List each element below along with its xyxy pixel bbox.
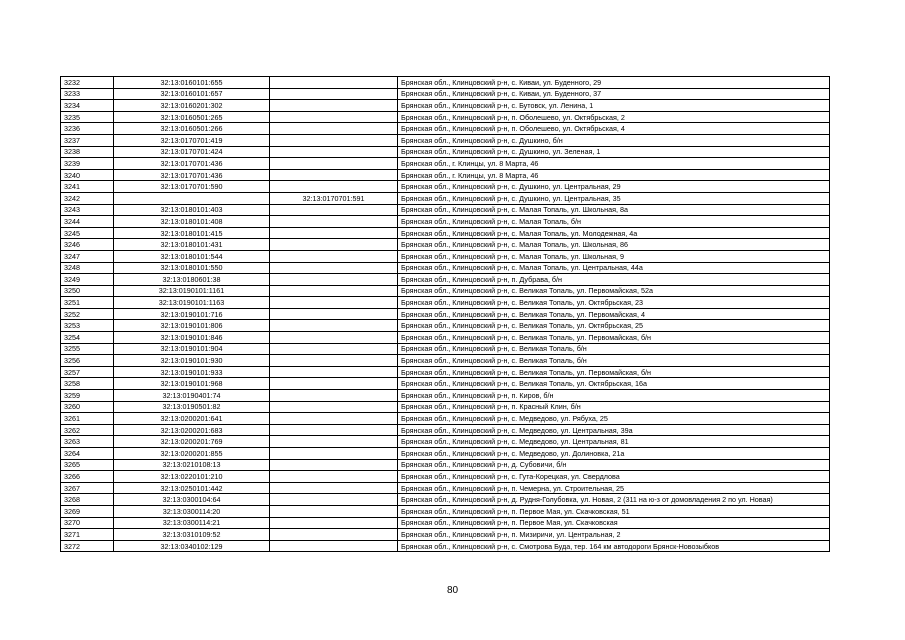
table-row xyxy=(61,390,830,402)
table-row xyxy=(61,250,830,262)
secondary-cadastral-cell xyxy=(270,146,398,158)
address-cell: Брянская обл., Клинцовский р-н, с. Великая Топаль, ул. Первомайская, 4 xyxy=(398,308,830,320)
address-cell: Брянская обл., Клинцовский р-н, с. Медведово, ул. Рябуха, 25 xyxy=(398,413,830,425)
secondary-cadastral-cell xyxy=(270,285,398,297)
cadastral-number-cell: 32:13:0190101:1163 xyxy=(114,297,270,309)
secondary-cadastral-cell xyxy=(270,390,398,402)
address-cell: Брянская обл., Клинцовский р-н, с. Медведово, ул. Центральная, 81 xyxy=(398,436,830,448)
table-row xyxy=(61,494,830,506)
table-row xyxy=(61,308,830,320)
cadastral-number-cell: 32:13:0190101:933 xyxy=(114,366,270,378)
secondary-cadastral-cell xyxy=(270,529,398,541)
cadastral-number-cell: 32:13:0180101:403 xyxy=(114,204,270,216)
row-number-cell: 3246 xyxy=(61,239,114,251)
address-cell: Брянская обл., Клинцовский р-н, с. Киваи, ул. Буденного, 29 xyxy=(398,77,830,89)
cadastral-number-cell: 32:13:0160501:265 xyxy=(114,111,270,123)
cadastral-number-cell: 32:13:0210108:13 xyxy=(114,459,270,471)
cadastral-number-cell: 32:13:0170701:436 xyxy=(114,169,270,181)
secondary-cadastral-cell xyxy=(270,77,398,89)
row-number-cell: 3261 xyxy=(61,413,114,425)
cadastral-number-cell: 32:13:0310109:52 xyxy=(114,529,270,541)
secondary-cadastral-cell xyxy=(270,355,398,367)
table-row xyxy=(61,77,830,89)
row-number-cell: 3237 xyxy=(61,134,114,146)
table-row xyxy=(61,366,830,378)
cadastral-number-cell: 32:13:0180101:550 xyxy=(114,262,270,274)
secondary-cadastral-cell xyxy=(270,262,398,274)
cadastral-number-cell: 32:13:0170701:419 xyxy=(114,134,270,146)
cadastral-number-cell: 32:13:0170701:590 xyxy=(114,181,270,193)
address-cell: Брянская обл., Клинцовский р-н, с. Великая Топаль, ул. Первомайская, б/н xyxy=(398,366,830,378)
secondary-cadastral-cell xyxy=(270,297,398,309)
address-cell: Брянская обл., Клинцовский р-н, с. Медведово, ул. Центральная, 39а xyxy=(398,424,830,436)
row-number-cell: 3242 xyxy=(61,192,114,204)
cadastral-number-cell: 32:13:0190101:716 xyxy=(114,308,270,320)
secondary-cadastral-cell xyxy=(270,401,398,413)
secondary-cadastral-cell xyxy=(270,332,398,344)
address-cell: Брянская обл., Клинцовский р-н, п. Мизиричи, ул. Центральная, 2 xyxy=(398,529,830,541)
table-row xyxy=(61,134,830,146)
address-cell: Брянская обл., Клинцовский р-н, с. Гута-Корецкая, ул. Свердлова xyxy=(398,471,830,483)
address-cell: Брянская обл., Клинцовский р-н, с. Великая Топаль, ул. Октябрьская, 16а xyxy=(398,378,830,390)
secondary-cadastral-cell xyxy=(270,505,398,517)
row-number-cell: 3243 xyxy=(61,204,114,216)
row-number-cell: 3269 xyxy=(61,505,114,517)
secondary-cadastral-cell xyxy=(270,274,398,286)
address-cell: Брянская обл., Клинцовский р-н, с. Великая Топаль, б/н xyxy=(398,343,830,355)
secondary-cadastral-cell xyxy=(270,204,398,216)
cadastral-number-cell: 32:13:0190101:846 xyxy=(114,332,270,344)
row-number-cell: 3235 xyxy=(61,111,114,123)
secondary-cadastral-cell xyxy=(270,366,398,378)
secondary-cadastral-cell xyxy=(270,111,398,123)
cadastral-number-cell: 32:13:0200201:641 xyxy=(114,413,270,425)
cadastral-number-cell: 32:13:0170701:436 xyxy=(114,158,270,170)
row-number-cell: 3256 xyxy=(61,355,114,367)
secondary-cadastral-cell xyxy=(270,471,398,483)
address-cell: Брянская обл., г. Клинцы, ул. 8 Марта, 46 xyxy=(398,169,830,181)
row-number-cell: 3259 xyxy=(61,390,114,402)
table-row xyxy=(61,111,830,123)
secondary-cadastral-cell xyxy=(270,482,398,494)
address-cell: Брянская обл., Клинцовский р-н, с. Малая Топаль, б/н xyxy=(398,216,830,228)
row-number-cell: 3239 xyxy=(61,158,114,170)
address-cell: Брянская обл., Клинцовский р-н, с. Бутовск, ул. Ленина, 1 xyxy=(398,100,830,112)
secondary-cadastral-cell xyxy=(270,308,398,320)
table-row xyxy=(61,88,830,100)
secondary-cadastral-cell xyxy=(270,100,398,112)
row-number-cell: 3254 xyxy=(61,332,114,344)
secondary-cadastral-cell xyxy=(270,413,398,425)
cadastral-number-cell: 32:13:0300104:64 xyxy=(114,494,270,506)
cadastral-number-cell: 32:13:0220101:210 xyxy=(114,471,270,483)
table-row xyxy=(61,216,830,228)
table-row xyxy=(61,146,830,158)
address-cell: Брянская обл., Клинцовский р-н, с. Киваи, ул. Буденного, 37 xyxy=(398,88,830,100)
secondary-cadastral-cell xyxy=(270,134,398,146)
address-cell: Брянская обл., Клинцовский р-н, с. Душкино, ул. Центральная, 29 xyxy=(398,181,830,193)
secondary-cadastral-cell xyxy=(270,424,398,436)
row-number-cell: 3244 xyxy=(61,216,114,228)
address-cell: Брянская обл., г. Клинцы, ул. 8 Марта, 46 xyxy=(398,158,830,170)
row-number-cell: 3234 xyxy=(61,100,114,112)
row-number-cell: 3250 xyxy=(61,285,114,297)
row-number-cell: 3258 xyxy=(61,378,114,390)
address-cell: Брянская обл., Клинцовский р-н, д. Рудня-Голубовка, ул. Новая, 2 (311 на ю-з от домовладения 2 по ул. Новая) xyxy=(398,494,830,506)
address-cell: Брянская обл., Клинцовский р-н, с. Душкино, ул. Зеленая, 1 xyxy=(398,146,830,158)
table-row xyxy=(61,505,830,517)
secondary-cadastral-cell xyxy=(270,459,398,471)
secondary-cadastral-cell xyxy=(270,448,398,460)
address-cell: Брянская обл., Клинцовский р-н, с. Великая Топаль, ул. Октябрьская, 25 xyxy=(398,320,830,332)
cadastral-number-cell: 32:13:0190101:968 xyxy=(114,378,270,390)
cadastral-number-cell: 32:13:0190101:806 xyxy=(114,320,270,332)
cadastral-number-cell: 32:13:0190401:74 xyxy=(114,390,270,402)
secondary-cadastral-cell xyxy=(270,123,398,135)
row-number-cell: 3272 xyxy=(61,540,114,552)
address-cell: Брянская обл., Клинцовский р-н, п. Дубрава, б/н xyxy=(398,274,830,286)
secondary-cadastral-cell xyxy=(270,216,398,228)
table-row xyxy=(61,320,830,332)
cadastral-number-cell: 32:13:0160101:657 xyxy=(114,88,270,100)
row-number-cell: 3232 xyxy=(61,77,114,89)
secondary-cadastral-cell xyxy=(270,239,398,251)
address-cell: Брянская обл., Клинцовский р-н, п. Красный Клин, б/н xyxy=(398,401,830,413)
row-number-cell: 3271 xyxy=(61,529,114,541)
page-number: 80 xyxy=(446,585,459,596)
secondary-cadastral-cell xyxy=(270,320,398,332)
address-cell: Брянская обл., Клинцовский р-н, с. Малая Топаль, ул. Центральная, 44а xyxy=(398,262,830,274)
row-number-cell: 3247 xyxy=(61,250,114,262)
property-table xyxy=(60,76,830,552)
secondary-cadastral-cell xyxy=(270,494,398,506)
cadastral-number-cell: 32:13:0190501:82 xyxy=(114,401,270,413)
address-cell: Брянская обл., Клинцовский р-н, с. Великая Топаль, ул. Первомайская, б/н xyxy=(398,332,830,344)
address-cell: Брянская обл., Клинцовский р-н, с. Душкино, ул. Центральная, 35 xyxy=(398,192,830,204)
secondary-cadastral-cell xyxy=(270,343,398,355)
secondary-cadastral-cell xyxy=(270,378,398,390)
row-number-cell: 3270 xyxy=(61,517,114,529)
table-row xyxy=(61,355,830,367)
row-number-cell: 3264 xyxy=(61,448,114,460)
table-row xyxy=(61,274,830,286)
row-number-cell: 3266 xyxy=(61,471,114,483)
row-number-cell: 3257 xyxy=(61,366,114,378)
cadastral-number-cell xyxy=(114,192,270,204)
address-cell: Брянская обл., Клинцовский р-н, п. Чемерна, ул. Строительная, 25 xyxy=(398,482,830,494)
address-cell: Брянская обл., Клинцовский р-н, с. Душкино, б/н xyxy=(398,134,830,146)
address-cell: Брянская обл., Клинцовский р-н, с. Смотрова Буда, тер. 164 км автодороги Брянск-Новозыбков xyxy=(398,540,830,552)
row-number-cell: 3236 xyxy=(61,123,114,135)
table-row xyxy=(61,448,830,460)
address-cell: Брянская обл., Клинцовский р-н, с. Великая Топаль, ул. Первомайская, 52а xyxy=(398,285,830,297)
cadastral-number-cell: 32:13:0340102:129 xyxy=(114,540,270,552)
cadastral-number-cell: 32:13:0180101:544 xyxy=(114,250,270,262)
row-number-cell: 3233 xyxy=(61,88,114,100)
table-row xyxy=(61,285,830,297)
cadastral-number-cell: 32:13:0300114:21 xyxy=(114,517,270,529)
address-cell: Брянская обл., Клинцовский р-н, с. Великая Топаль, б/н xyxy=(398,355,830,367)
row-number-cell: 3249 xyxy=(61,274,114,286)
table-row xyxy=(61,332,830,344)
table-row xyxy=(61,436,830,448)
table-row xyxy=(61,297,830,309)
address-cell: Брянская обл., Клинцовский р-н, п. Киров, б/н xyxy=(398,390,830,402)
table-row xyxy=(61,459,830,471)
secondary-cadastral-cell xyxy=(270,169,398,181)
secondary-cadastral-cell: 32:13:0170701:591 xyxy=(270,192,398,204)
cadastral-number-cell: 32:13:0200201:769 xyxy=(114,436,270,448)
table-row xyxy=(61,401,830,413)
secondary-cadastral-cell xyxy=(270,517,398,529)
row-number-cell: 3251 xyxy=(61,297,114,309)
row-number-cell: 3241 xyxy=(61,181,114,193)
table-row xyxy=(61,262,830,274)
cadastral-number-cell: 32:13:0200201:855 xyxy=(114,448,270,460)
table-row xyxy=(61,227,830,239)
table-row xyxy=(61,343,830,355)
row-number-cell: 3248 xyxy=(61,262,114,274)
cadastral-number-cell: 32:13:0160101:655 xyxy=(114,77,270,89)
cadastral-number-cell: 32:13:0180101:415 xyxy=(114,227,270,239)
address-cell: Брянская обл., Клинцовский р-н, п. Оболешево, ул. Октябрьская, 2 xyxy=(398,111,830,123)
table-row xyxy=(61,413,830,425)
table-body xyxy=(61,77,830,552)
table-row xyxy=(61,123,830,135)
table-row xyxy=(61,204,830,216)
address-cell: Брянская обл., Клинцовский р-н, с. Малая Топаль, ул. Школьная, 9 xyxy=(398,250,830,262)
table-row xyxy=(61,471,830,483)
row-number-cell: 3262 xyxy=(61,424,114,436)
row-number-cell: 3268 xyxy=(61,494,114,506)
address-cell: Брянская обл., Клинцовский р-н, с. Малая Топаль, ул. Школьная, 86 xyxy=(398,239,830,251)
secondary-cadastral-cell xyxy=(270,540,398,552)
cadastral-number-cell: 32:13:0200201:683 xyxy=(114,424,270,436)
address-cell: Брянская обл., Клинцовский р-н, п. Первое Мая, ул. Скачковская, 51 xyxy=(398,505,830,517)
table-row xyxy=(61,192,830,204)
address-cell: Брянская обл., Клинцовский р-н, с. Медведово, ул. Долиновка, 21а xyxy=(398,448,830,460)
row-number-cell: 3253 xyxy=(61,320,114,332)
table-row xyxy=(61,169,830,181)
cadastral-number-cell: 32:13:0180101:431 xyxy=(114,239,270,251)
table-row xyxy=(61,100,830,112)
cadastral-number-cell: 32:13:0190101:904 xyxy=(114,343,270,355)
cadastral-number-cell: 32:13:0190101:1161 xyxy=(114,285,270,297)
table-row xyxy=(61,239,830,251)
cadastral-number-cell: 32:13:0180601:38 xyxy=(114,274,270,286)
table-row xyxy=(61,540,830,552)
row-number-cell: 3263 xyxy=(61,436,114,448)
row-number-cell: 3255 xyxy=(61,343,114,355)
row-number-cell: 3245 xyxy=(61,227,114,239)
table-row xyxy=(61,517,830,529)
cadastral-number-cell: 32:13:0300114:20 xyxy=(114,505,270,517)
row-number-cell: 3265 xyxy=(61,459,114,471)
address-cell: Брянская обл., Клинцовский р-н, д. Субовичи, б/н xyxy=(398,459,830,471)
cadastral-number-cell: 32:13:0180101:408 xyxy=(114,216,270,228)
row-number-cell: 3260 xyxy=(61,401,114,413)
cadastral-number-cell: 32:13:0190101:930 xyxy=(114,355,270,367)
table-row xyxy=(61,424,830,436)
address-cell: Брянская обл., Клинцовский р-н, п. Оболешево, ул. Октябрьская, 4 xyxy=(398,123,830,135)
address-cell: Брянская обл., Клинцовский р-н, с. Малая Топаль, ул. Школьная, 8а xyxy=(398,204,830,216)
address-cell: Брянская обл., Клинцовский р-н, п. Первое Мая, ул. Скачковская xyxy=(398,517,830,529)
secondary-cadastral-cell xyxy=(270,158,398,170)
row-number-cell: 3240 xyxy=(61,169,114,181)
row-number-cell: 3267 xyxy=(61,482,114,494)
table-row xyxy=(61,378,830,390)
secondary-cadastral-cell xyxy=(270,436,398,448)
table-row xyxy=(61,181,830,193)
cadastral-number-cell: 32:13:0170701:424 xyxy=(114,146,270,158)
table-row xyxy=(61,529,830,541)
address-cell: Брянская обл., Клинцовский р-н, с. Малая Топаль, ул. Молодежная, 4а xyxy=(398,227,830,239)
row-number-cell: 3252 xyxy=(61,308,114,320)
cadastral-number-cell: 32:13:0160501:266 xyxy=(114,123,270,135)
table-row xyxy=(61,482,830,494)
secondary-cadastral-cell xyxy=(270,88,398,100)
address-cell: Брянская обл., Клинцовский р-н, с. Великая Топаль, ул. Октябрьская, 23 xyxy=(398,297,830,309)
secondary-cadastral-cell xyxy=(270,181,398,193)
secondary-cadastral-cell xyxy=(270,250,398,262)
row-number-cell: 3238 xyxy=(61,146,114,158)
cadastral-number-cell: 32:13:0160201:302 xyxy=(114,100,270,112)
secondary-cadastral-cell xyxy=(270,227,398,239)
table-row xyxy=(61,158,830,170)
cadastral-number-cell: 32:13:0250101:442 xyxy=(114,482,270,494)
